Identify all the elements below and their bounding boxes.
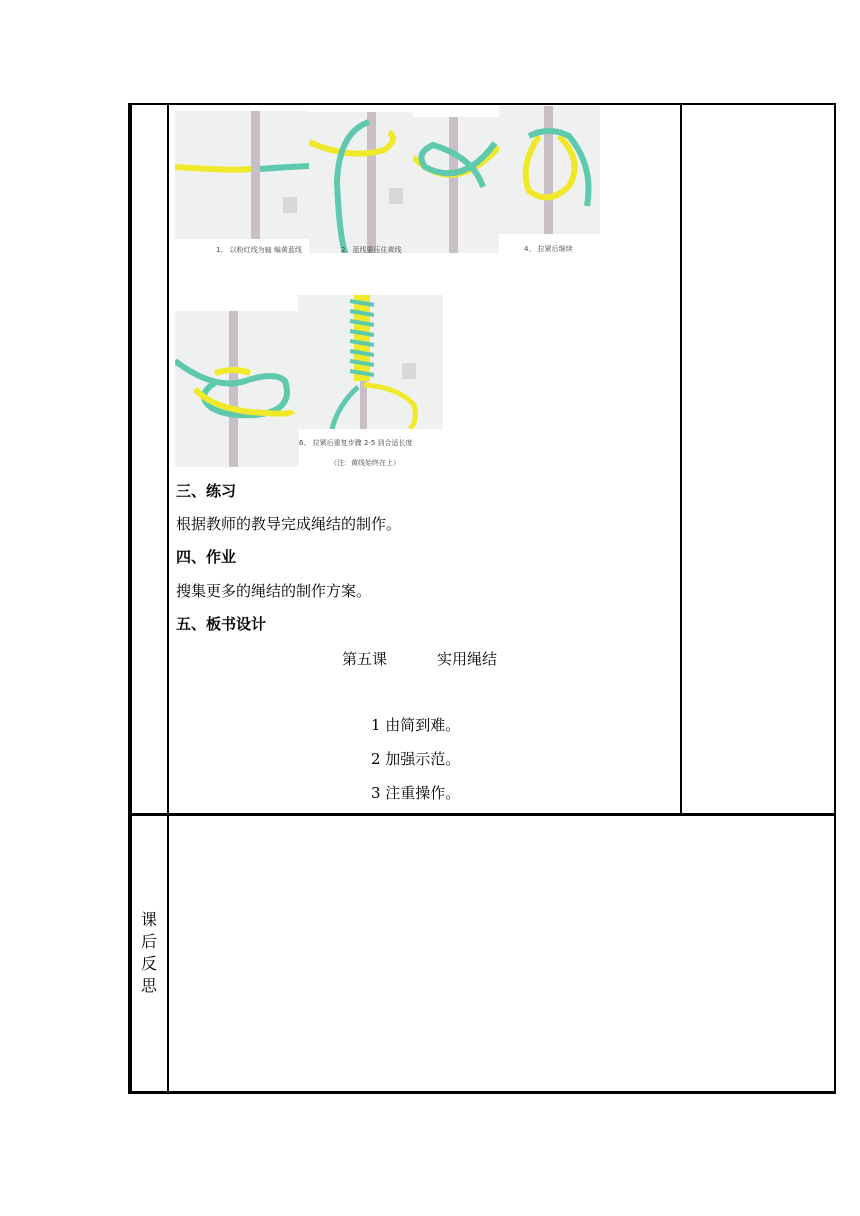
bottom-border (128, 1091, 836, 1094)
knot-step-1-caption: 1、 以粉红线为轴 编黄蓝线 (216, 246, 302, 254)
knot-step-2-photo (309, 112, 413, 253)
reflection-label-char-4: 思 (140, 976, 157, 995)
knot-step-2-caption: 2、蓝线要压住黄线 (341, 246, 402, 254)
practice-heading: 三、练习 (176, 482, 237, 500)
knot-step-6-note: （注：黄线始终在上） (330, 459, 400, 467)
reflection-content-cell[interactable] (170, 817, 833, 1090)
reflection-label (137, 909, 161, 997)
right-border (834, 103, 836, 1094)
homework-heading: 四、作业 (176, 548, 237, 566)
practice-text: 根据教师的教导完成绳结的制作。 (176, 515, 402, 533)
label-column-line (167, 103, 169, 1094)
board-title: 实用绳结 (437, 650, 498, 668)
board-heading: 五、板书设计 (176, 615, 267, 633)
reflection-label-char-2: 后 (140, 932, 157, 951)
knot-step-1-photo (175, 111, 309, 239)
reflection-label-char-1: 课 (140, 910, 157, 929)
row-separator (128, 813, 836, 816)
board-point-3: 3 注重操作。 (371, 784, 461, 802)
board-point-1: 1 由简到难。 (371, 716, 461, 734)
reflection-label-char-3: 反 (140, 954, 157, 973)
knot-step-6-caption: 6、 拉紧后重复步骤 2-5 到合适长度 (299, 439, 413, 447)
knot-step-3-photo (413, 117, 499, 253)
board-point-2: 2 加强示范。 (371, 750, 461, 768)
left-border (128, 103, 132, 1094)
notes-column-line (680, 103, 682, 814)
knot-step-4-photo (499, 106, 600, 234)
knot-step-4-caption: 4、 拉紧后继续 (524, 245, 573, 253)
knot-step-5-photo (175, 311, 299, 467)
board-lesson: 第五课 (342, 650, 388, 668)
knot-step-6-photo (298, 295, 443, 429)
top-border (128, 103, 836, 105)
homework-text: 搜集更多的绳结的制作方案。 (176, 582, 372, 600)
